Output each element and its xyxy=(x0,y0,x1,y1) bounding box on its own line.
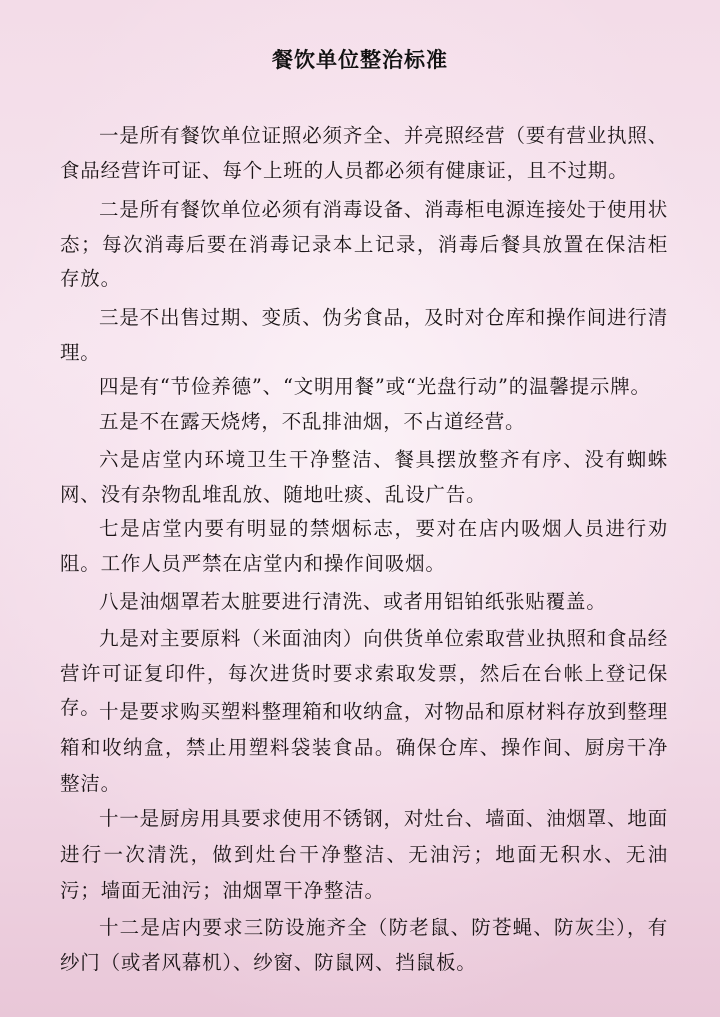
paragraph-5: 五是不在露天烧烤，不乱排油烟，不占道经营。 xyxy=(99,410,526,433)
paragraph-12: 十二是店内要求三防设施齐全（防老鼠、防苍蝇、防灰尘），有纱门（或者风幕机）、纱窗、防鼠网、挡鼠板。 xyxy=(60,916,668,974)
paragraph-2: 二是所有餐饮单位必须有消毒设备、消毒柜电源连接处于使用状态；每次消毒后要在消毒记录本上记录，消毒后餐具放置在保洁柜存放。 xyxy=(60,198,668,290)
paragraph-11: 十一是厨房用具要求使用不锈钢，对灶台、墙面、油烟罩、地面进行一次清洗，做到灶台干净整洁、无油污；地面无积水、无油污；墙面无油污；油烟罩干净整洁。 xyxy=(60,807,668,902)
paragraph-4: 四是有“节俭养德”、“文明用餐”或“光盘行动”的温馨提示牌。 xyxy=(99,375,651,398)
paragraph-9: 九是对主要原料（米面油肉）向供货单位索取营业执照和食品经营许可证复印件，每次进货时要求索取发票，然后在台帐上登记保存。 xyxy=(60,627,668,719)
paragraph-1: 一是所有餐饮单位证照必须齐全、并亮照经营（要有营业执照、食品经营许可证、每个上班的人员都必须有健康证，且不过期。 xyxy=(60,124,668,182)
paragraph-7: 七是店堂内要有明显的禁烟标志，要对在店内吸烟人员进行劝阻。工作人员严禁在店堂内和操作间吸烟。 xyxy=(60,517,668,575)
paragraph-3: 三是不出售过期、变质、伪劣食品，及时对仓库和操作间进行清理。 xyxy=(60,306,668,364)
paragraph-8: 八是油烟罩若太脏要进行清洗、或者用铝铂纸张贴覆盖。 xyxy=(99,590,607,613)
document-title: 餐饮单位整治标准 xyxy=(272,48,448,72)
paragraph-6: 六是店堂内环境卫生干净整洁、餐具摆放整齐有序、没有蜘蛛网、没有杂物乱堆乱放、随地吐痰、乱设广告。 xyxy=(60,448,668,506)
paragraph-10: 十是要求购买塑料整理箱和收纳盒，对物品和原材料存放到整理箱和收纳盒，禁止用塑料袋装食品。确保仓库、操作间、厨房干净整洁。 xyxy=(60,700,668,795)
